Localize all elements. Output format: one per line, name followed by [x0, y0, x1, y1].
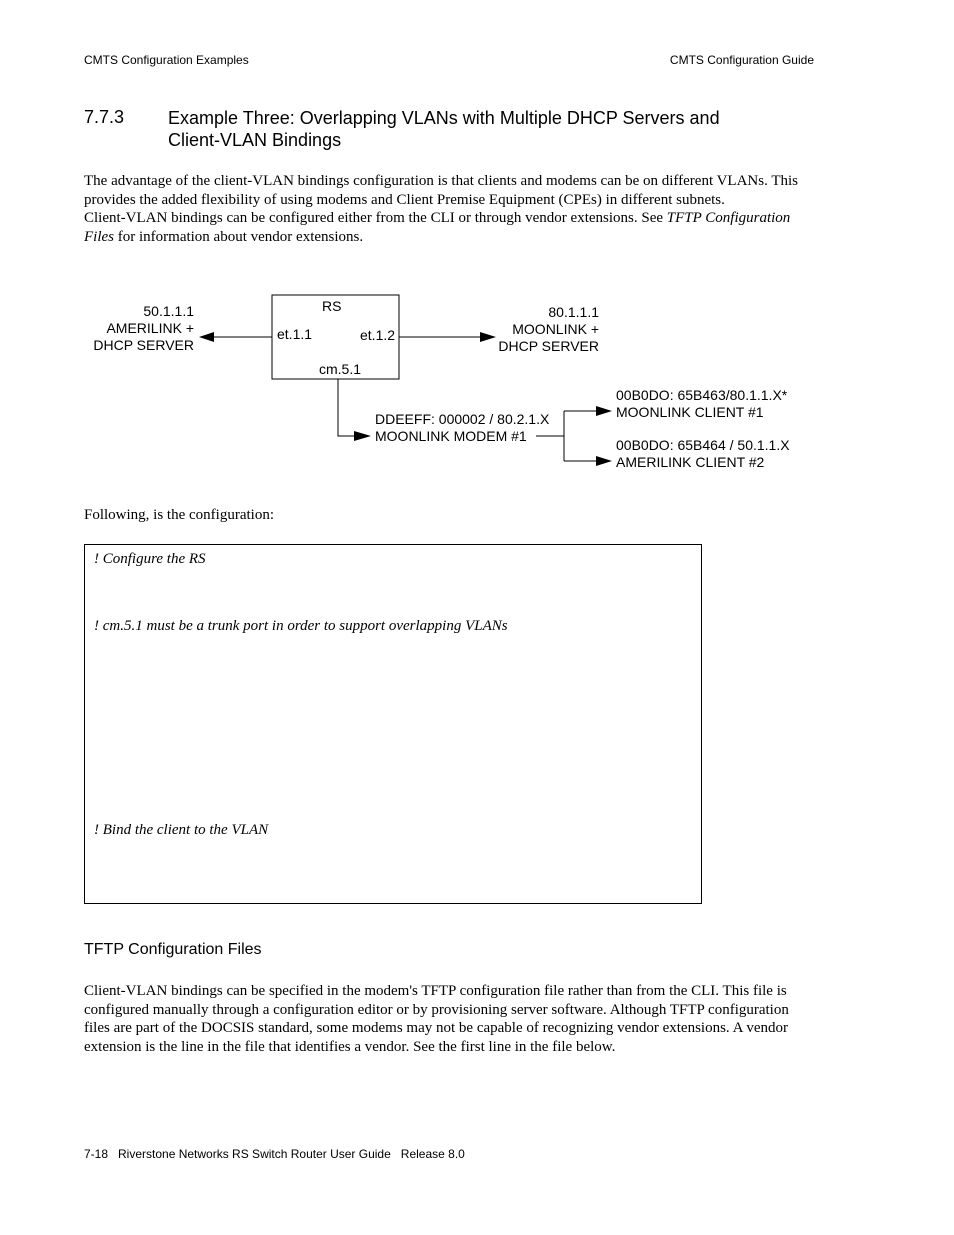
- tftp-paragraph: [84, 982, 824, 1056]
- amerilink-role: DHCP SERVER: [93, 337, 194, 353]
- section-title-line-1: Example Three: Overlapping VLANs with Multiple DHCP Servers and: [168, 108, 720, 128]
- amerilink-ip: 50.1.1.1: [143, 303, 194, 319]
- section-number: 7.7.3: [84, 107, 125, 127]
- config-comment-configure-rs: ! Configure the RS: [94, 551, 206, 567]
- client-1-name: MOONLINK CLIENT #1: [616, 404, 764, 420]
- moonlink-server-label: [498, 304, 599, 355]
- link-cm-5-1: [338, 379, 354, 436]
- tftp-line-2: configured manually through a configuration editor or by provisioning server software. Although TFTP configuration: [84, 1001, 789, 1018]
- port-et-1-2: et.1.2: [360, 327, 396, 343]
- tftp-line-4: extension is the line in the file that identifies a vendor. See the first line in the file below.: [84, 1038, 616, 1055]
- amerilink-name: AMERILINK +: [106, 320, 194, 336]
- page-footer: 7-18 Riverstone Networks RS Switch Router User Guide Release 8.0: [84, 1147, 465, 1161]
- modem-address: DDEEFF: 000002 / 80.2.1.X: [375, 411, 550, 427]
- arrowhead-left-icon: [199, 332, 214, 342]
- moonlink-role: DHCP SERVER: [498, 338, 599, 354]
- section-title-line-2: Client-VLAN Bindings: [168, 130, 342, 150]
- arrowhead-modem-icon: [354, 431, 371, 441]
- intro-line-3: [84, 209, 824, 228]
- header-left: CMTS Configuration Examples: [84, 53, 249, 67]
- following-text: Following, is the configuration:: [84, 507, 274, 523]
- client-2-label: [616, 437, 790, 471]
- section-title: [168, 107, 720, 151]
- modem-name: MOONLINK MODEM #1: [375, 428, 527, 444]
- arrowhead-right-icon: [480, 332, 496, 342]
- tftp-reference-link[interactable]: TFTP Configuration: [666, 210, 791, 227]
- client-1-label: [616, 387, 787, 421]
- moonlink-name: MOONLINK +: [512, 321, 599, 337]
- config-comment-trunk-port: ! cm.5.1 must be a trunk port in order to support overlapping VLANs: [94, 618, 508, 634]
- amerilink-server-label: [93, 303, 194, 354]
- tftp-reference-link-cont[interactable]: Files: [84, 228, 114, 245]
- header-right: CMTS Configuration Guide: [669, 53, 814, 67]
- client-2-address: 00B0DO: 65B464 / 50.1.1.X: [616, 437, 790, 453]
- intro-line-3-text: Client-VLAN bindings can be configured either from the CLI or through vendor extensions. See: [84, 210, 667, 227]
- arrowhead-client-2-icon: [596, 456, 612, 466]
- tftp-heading: TFTP Configuration Files: [84, 941, 262, 958]
- tftp-line-1: Client-VLAN bindings can be specified in the modem's TFTP configuration file rather than from the CLI. This file is: [84, 983, 787, 999]
- port-cm-5-1: cm.5.1: [319, 361, 362, 377]
- intro-paragraph: [84, 172, 824, 246]
- client-2-name: AMERILINK CLIENT #2: [616, 454, 765, 470]
- intro-line-2: provides the added flexibility of using modems and Client Premise Equipment (CPEs) in different subnets.: [84, 191, 725, 208]
- port-et-1-1: et.1.1: [277, 326, 313, 342]
- tftp-line-3: files are part of the DOCSIS standard, some modems may not be capable of recognizing vendor extensions. A vendor: [84, 1020, 788, 1037]
- client-1-address: 00B0DO: 65B463/80.1.1.X*: [616, 387, 788, 403]
- config-comment-bind-client: ! Bind the client to the VLAN: [94, 822, 269, 838]
- intro-line-4: [84, 228, 824, 247]
- intro-line-4-text: for information about vendor extensions.: [114, 228, 364, 245]
- config-box: [84, 544, 702, 904]
- moonlink-ip: 80.1.1.1: [548, 304, 599, 320]
- modem-label: [375, 411, 549, 445]
- arrowhead-client-1-icon: [596, 406, 612, 416]
- intro-line-1: The advantage of the client-VLAN bindings configuration is that clients and modems can be on different VLANs. This: [84, 173, 798, 189]
- rs-label: RS: [322, 298, 342, 314]
